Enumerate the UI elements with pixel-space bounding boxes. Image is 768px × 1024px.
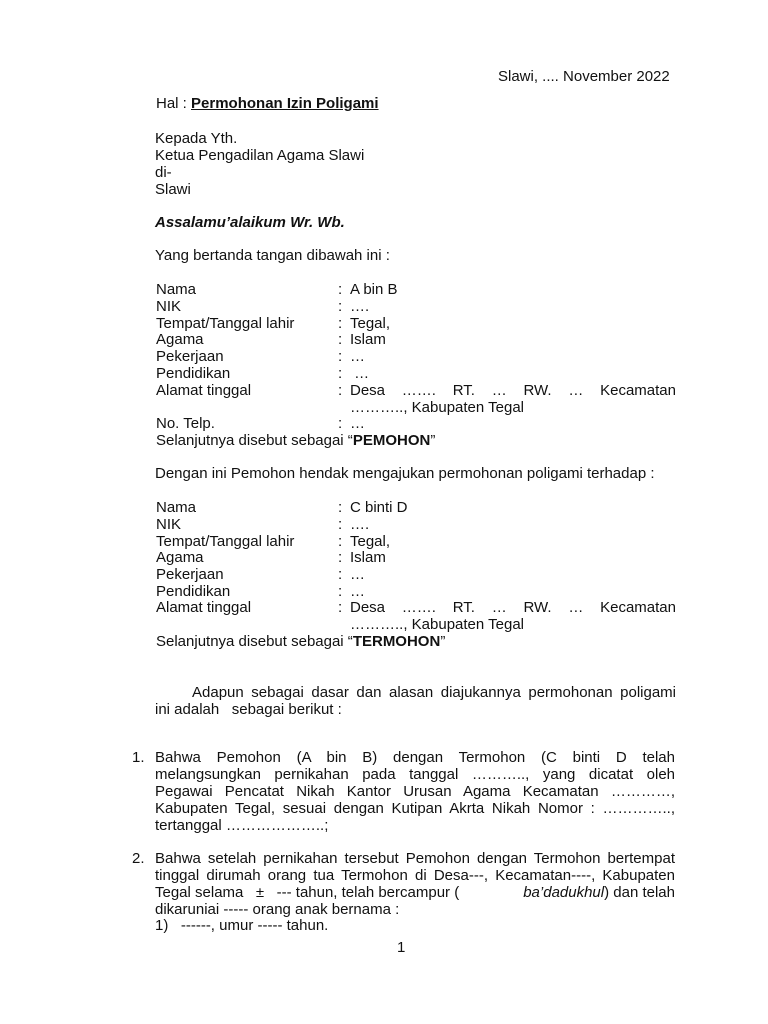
colon: : xyxy=(338,499,343,516)
colon: : xyxy=(338,382,343,399)
label-telp: No. Telp. xyxy=(156,415,215,432)
page-number: 1 xyxy=(397,939,406,956)
colon: : xyxy=(338,583,343,600)
colon: : xyxy=(338,331,343,348)
colon: : xyxy=(338,281,343,298)
label-ttl: Tempat/Tanggal lahir xyxy=(156,533,295,550)
recipient-line-4: Slawi xyxy=(155,181,191,198)
termohon-nik: …. xyxy=(350,516,370,533)
colon: : xyxy=(338,549,343,566)
item2-line-2: tinggal dirumah orang tua Termohon di Desa---, Kecamatan----, Kabupaten xyxy=(155,867,675,884)
pemohon-ttl: Tegal, xyxy=(350,315,391,332)
pemohon-telp: … xyxy=(350,415,365,432)
colon: : xyxy=(338,415,343,432)
label-alamat: Alamat tinggal xyxy=(156,599,252,616)
colon: : xyxy=(338,348,343,365)
pemohon-alamat-line-1: Desa ……. RT. … RW. … Kecamatan xyxy=(350,382,676,399)
termohon-pendidikan: … xyxy=(350,583,365,600)
intro-text: Yang bertanda tangan dibawah ini : xyxy=(155,247,390,264)
recipient-line-2: Ketua Pengadilan Agama Slawi xyxy=(155,147,365,164)
termohon-designation: Selanjutnya disebut sebagai “TERMOHON” xyxy=(156,633,446,650)
basis-line-2: ini adalah sebagai berikut : xyxy=(155,701,342,718)
basis-line-1: Adapun sebagai dasar dan alasan diajukannya permohonan poligami xyxy=(192,684,676,701)
item1-line-1: Bahwa Pemohon (A bin B) dengan Termohon (C binti D telah xyxy=(155,749,675,766)
colon: : xyxy=(338,516,343,533)
subject-line xyxy=(156,95,379,112)
label-nik: NIK xyxy=(156,298,182,315)
termohon-alamat-line-2: ……….., Kabupaten Tegal xyxy=(350,616,524,633)
item2-line-1: Bahwa setelah pernikahan tersebut Pemohon dengan Termohon bertempat xyxy=(155,850,675,867)
label-pekerjaan: Pekerjaan xyxy=(156,566,224,583)
place-date: Slawi, .... November 2022 xyxy=(498,68,670,85)
termohon-agama: Islam xyxy=(350,549,386,566)
label-pekerjaan: Pekerjaan xyxy=(156,348,224,365)
colon: : xyxy=(338,365,343,382)
recipient-line-3: di- xyxy=(155,164,172,181)
colon: : xyxy=(338,533,343,550)
label-nama: Nama xyxy=(156,499,197,516)
item1-line-5: tertanggal ………………..; xyxy=(155,817,329,834)
greeting: Assalamu’alaikum Wr. Wb. xyxy=(155,214,345,231)
label-pendidikan: Pendidikan xyxy=(156,583,231,600)
label-pendidikan: Pendidikan xyxy=(156,365,231,382)
pemohon-designation: Selanjutnya disebut sebagai “PEMOHON” xyxy=(156,432,436,449)
pemohon-nik: …. xyxy=(350,298,370,315)
label-alamat: Alamat tinggal xyxy=(156,382,252,399)
colon: : xyxy=(338,599,343,616)
recipient-line-1: Kepada Yth. xyxy=(155,130,238,147)
list-number: 2. xyxy=(132,850,145,867)
transition-text: Dengan ini Pemohon hendak mengajukan permohonan poligami terhadap : xyxy=(155,465,655,482)
termohon-nama: C binti D xyxy=(350,499,408,516)
label-agama: Agama xyxy=(156,331,204,348)
colon: : xyxy=(338,315,343,332)
subject-label: Hal : xyxy=(156,95,187,112)
termohon-pekerjaan: … xyxy=(350,566,365,583)
label-agama: Agama xyxy=(156,549,204,566)
pemohon-pendidikan: … xyxy=(350,365,370,382)
item2-line-4: dikaruniai ----- orang anak bernama : xyxy=(155,901,400,918)
subject-title: Permohonan Izin Poligami xyxy=(191,95,379,112)
item1-line-4: Kabupaten Tegal, sesuai dengan Kutipan Akrta Nikah Nomor : ………….., xyxy=(155,800,675,817)
colon: : xyxy=(338,566,343,583)
pemohon-agama: Islam xyxy=(350,331,386,348)
pemohon-pekerjaan: … xyxy=(350,348,365,365)
label-nik: NIK xyxy=(156,516,182,533)
item2-line-3: Tegal selama ± --- tahun, telah bercampur ( ba’dadukhul) dan telah xyxy=(155,884,675,901)
pemohon-alamat-line-2: ……….., Kabupaten Tegal xyxy=(350,399,524,416)
item1-line-3: Pegawai Pencatat Nikah Kantor Urusan Agama Kecamatan …………, xyxy=(155,783,675,800)
item1-line-2: melangsungkan pernikahan pada tanggal ……….., yang dicatat oleh xyxy=(155,766,675,783)
colon: : xyxy=(338,298,343,315)
label-ttl: Tempat/Tanggal lahir xyxy=(156,315,295,332)
pemohon-nama: A bin B xyxy=(350,281,398,298)
list-number: 1. xyxy=(132,749,145,766)
termohon-alamat-line-1: Desa ……. RT. … RW. … Kecamatan xyxy=(350,599,676,616)
item2-line-5: 1) ------, umur ----- tahun. xyxy=(155,917,329,934)
label-nama: Nama xyxy=(156,281,197,298)
termohon-ttl: Tegal, xyxy=(350,533,391,550)
